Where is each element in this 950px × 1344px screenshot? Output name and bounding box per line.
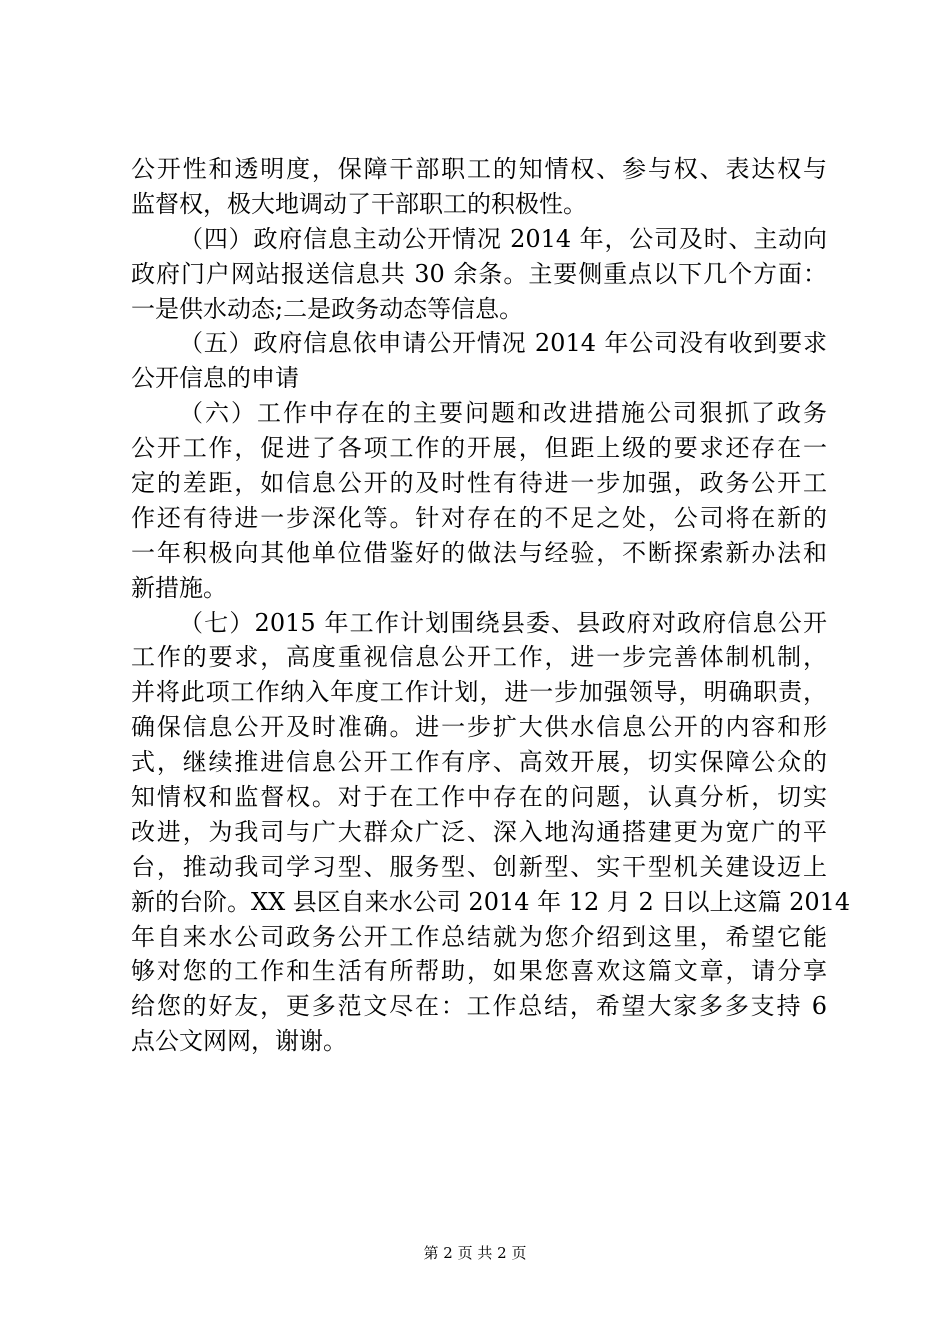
paragraph xyxy=(131,396,827,605)
paragraph xyxy=(131,152,827,222)
paragraph-line: 公开性和透明度，保障干部职工的知情权、参与权、表达权与 xyxy=(131,155,827,183)
paragraph-line: （五）政府信息依申请公开情况 2014 年公司没有收到要求 xyxy=(179,329,827,358)
paragraph-line: 定的差距，如信息公开的及时性有待进一步加强，政务公开工 xyxy=(131,469,827,498)
paragraph-line: 监督权，极大地调动了干部职工的积极性。 xyxy=(131,189,587,218)
paragraph-line: 公开信息的申请 xyxy=(131,364,299,393)
paragraph-line: 公开工作，促进了各项工作的开展，但距上级的要求还存在一 xyxy=(131,434,827,463)
paragraph-line: 点公文网网，谢谢。 xyxy=(131,1027,347,1056)
paragraph-line: （六）工作中存在的主要问题和改进措施公司狠抓了政务 xyxy=(179,399,827,428)
paragraph-line: 知情权和监督权。对于在工作中存在的问题，认真分析，切实 xyxy=(131,783,827,812)
paragraph-line: （七）2015 年工作计划围绕县委、县政府对政府信息公开 xyxy=(179,608,827,637)
paragraph-line: 并将此项工作纳入年度工作计划，进一步加强领导，明确职责， xyxy=(131,678,827,707)
paragraph-line: 工作的要求，高度重视信息公开工作，进一步完善体制机制， xyxy=(131,643,827,672)
paragraph-line: 年自来水公司政务公开工作总结就为您介绍到这里，希望它能 xyxy=(131,922,827,951)
paragraph xyxy=(131,326,827,396)
paragraph xyxy=(131,222,827,327)
paragraph-line: 给您的好友，更多范文尽在：工作总结，希望大家多多支持 6 xyxy=(131,992,827,1021)
paragraph-line: 式，继续推进信息公开工作有序、高效开展，切实保障公众的 xyxy=(131,748,827,777)
paragraph-line: 作还有待进一步深化等。针对存在的不足之处，公司将在新的 xyxy=(131,503,827,532)
paragraph-line: 新措施。 xyxy=(131,573,227,602)
paragraph-line: 政府门户网站报送信息共 30 余条。主要侧重点以下几个方面： xyxy=(131,259,827,288)
paragraph-line: 确保信息公开及时准确。进一步扩大供水信息公开的内容和形 xyxy=(131,713,827,742)
paragraph-line: 改进，为我司与广大群众广泛、深入地沟通搭建更为宽广的平 xyxy=(131,817,827,846)
paragraph-line: 台，推动我司学习型、服务型、创新型、实干型机关建设迈上 xyxy=(131,852,827,881)
paragraph-line: 新的台阶。XX 县区自来水公司 2014 年 12 月 2 日以上这篇 2014 xyxy=(131,887,851,916)
paragraph-line: 够对您的工作和生活有所帮助，如果您喜欢这篇文章，请分享 xyxy=(131,957,827,986)
paragraph xyxy=(131,606,851,1060)
page-number-footer: 第 2 页 共 2 页 xyxy=(423,1244,527,1262)
document-body xyxy=(131,152,851,1059)
paragraph-line: 一是供水动态;二是政务动态等信息。 xyxy=(131,294,524,323)
paragraph-line: （四）政府信息主动公开情况 2014 年，公司及时、主动向 xyxy=(179,224,827,253)
paragraph-line: 一年积极向其他单位借鉴好的做法与经验，不断探索新办法和 xyxy=(131,538,827,567)
